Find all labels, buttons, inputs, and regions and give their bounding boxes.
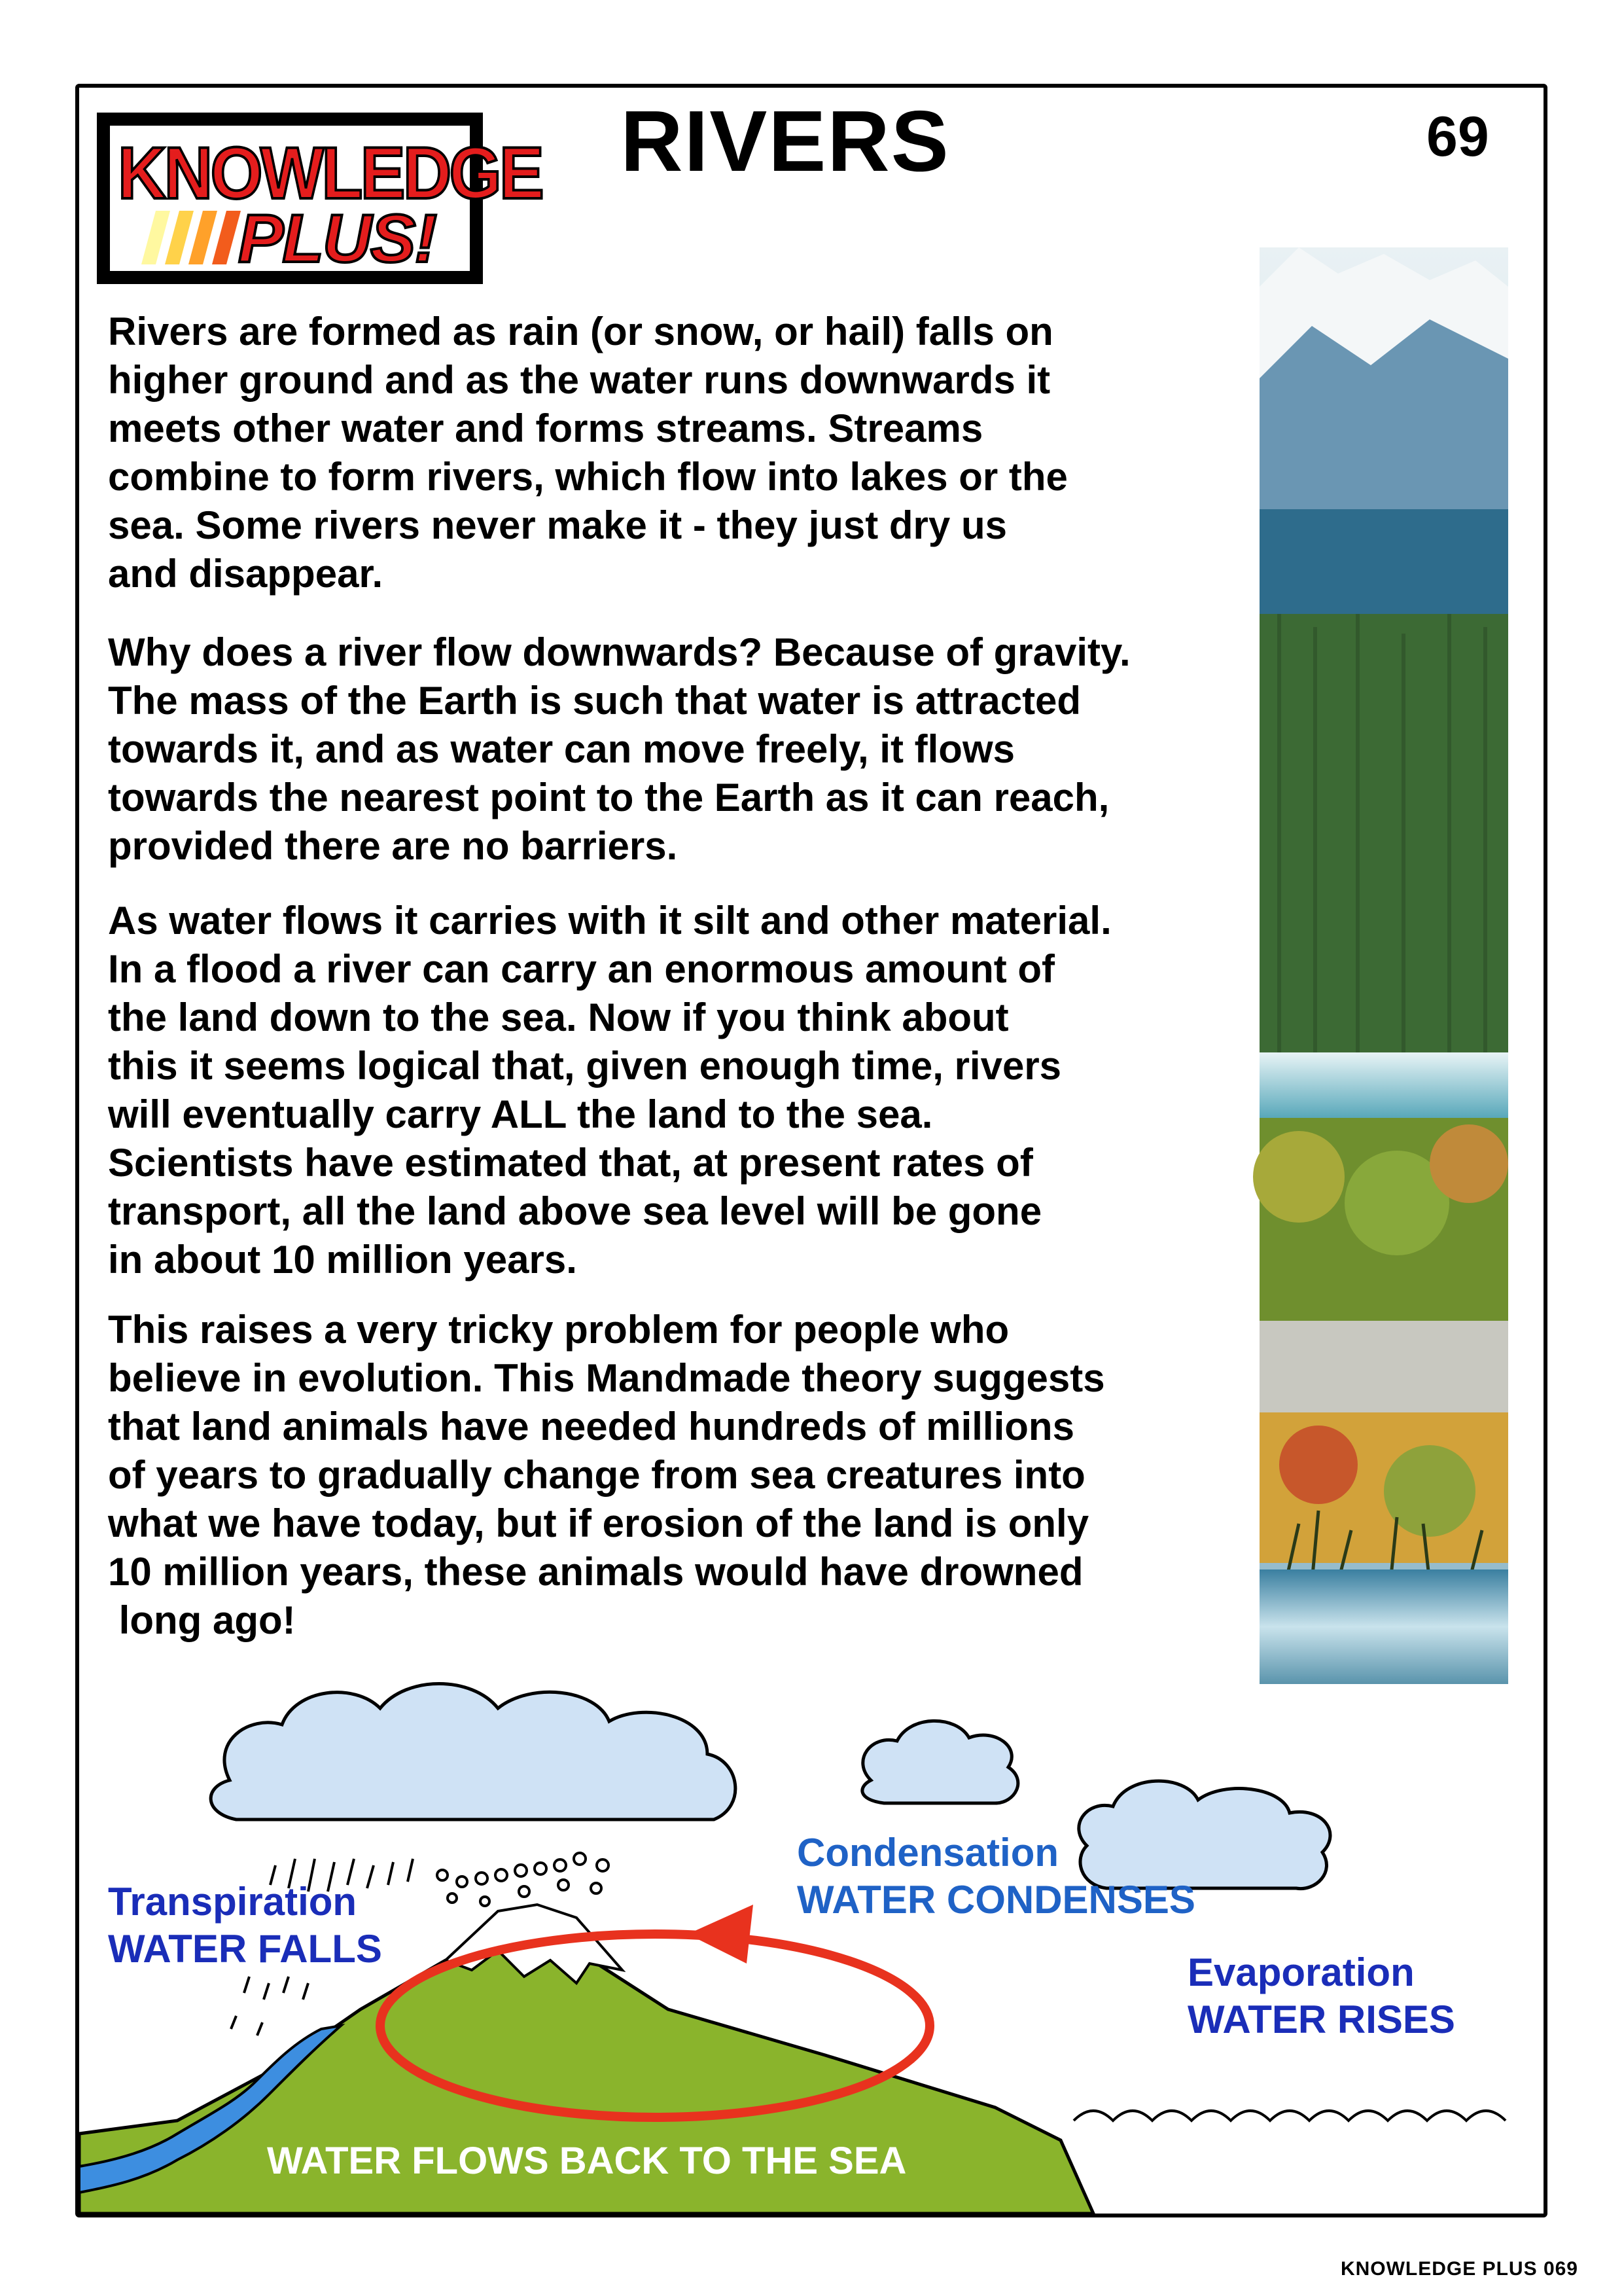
sea-waves <box>1074 2111 1506 2121</box>
text-line: of years to gradually change from sea creatures into <box>108 1453 1086 1497</box>
text-line: sea. Some rivers never make it - they just dry us <box>108 503 1007 547</box>
river-landscape-painting <box>1260 247 1508 1684</box>
cloud-large <box>211 1684 735 1820</box>
page-footer: KNOWLEDGE PLUS 069 <box>1340 2258 1578 2280</box>
logo-stripes-icon <box>141 211 246 264</box>
page-number: 69 <box>1426 105 1489 168</box>
text-line: and disappear. <box>108 552 383 596</box>
evaporation-label <box>1188 1949 1455 2043</box>
flow-caption: WATER FLOWS BACK TO THE SEA <box>267 2140 907 2182</box>
text-line: meets other water and forms streams. Streams <box>108 406 983 450</box>
text-line: believe in evolution. This Mandmade theory suggests <box>108 1356 1105 1400</box>
paragraph-formation <box>108 308 1246 598</box>
text-line: this it seems logical that, given enough time, rivers <box>108 1044 1062 1088</box>
text-line: 10 million years, these animals would have drowned <box>108 1550 1084 1594</box>
evaporation-name: Evaporation <box>1188 1950 1415 1994</box>
text-line: higher ground and as the water runs downwards it <box>108 358 1051 402</box>
condensation-name: Condensation <box>797 1831 1059 1874</box>
paragraph-gravity <box>108 628 1246 870</box>
text-line: As water flows it carries with it silt and other material. <box>108 899 1112 942</box>
condensation-label <box>797 1829 1195 1924</box>
text-line: Scientists have estimated that, at present rates of <box>108 1141 1033 1185</box>
page-title: RIVERS <box>620 93 950 189</box>
text-line: Why does a river flow downwards? Because of gravity. <box>108 630 1131 674</box>
text-line: Rivers are formed as rain (or snow, or hail) falls on <box>108 310 1053 353</box>
text-line: In a flood a river can carry an enormous amount of <box>108 947 1055 991</box>
text-line: long ago! <box>108 1598 296 1642</box>
text-line: towards it, and as water can move freely, it flows <box>108 727 1015 771</box>
cycle-arrowhead-icon <box>688 1905 753 1964</box>
logo-text-knowledge: KNOWLEDGE <box>118 132 542 214</box>
transpiration-label <box>108 1878 382 1973</box>
paragraph-evolution <box>108 1306 1246 1645</box>
transpiration-caption: WATER FALLS <box>108 1927 382 1971</box>
text-line: the land down to the sea. Now if you think about <box>108 996 1009 1039</box>
evaporation-caption: WATER RISES <box>1188 1998 1455 2041</box>
text-line: what we have today, but if erosion of the land is only <box>108 1501 1089 1545</box>
text-line: towards the nearest point to the Earth as it can reach, <box>108 776 1110 819</box>
text-line: The mass of the Earth is such that water is attracted <box>108 679 1082 723</box>
text-line: transport, all the land above sea level will be gone <box>108 1189 1042 1233</box>
text-line: combine to form rivers, which flow into lakes or the <box>108 455 1068 499</box>
text-line: will eventually carry ALL the land to the sea. <box>108 1092 933 1136</box>
text-line: in about 10 million years. <box>108 1238 577 1282</box>
text-line: This raises a very tricky problem for people who <box>108 1308 1010 1352</box>
condensation-caption: WATER CONDENSES <box>797 1878 1195 1922</box>
text-line: provided there are no barriers. <box>108 824 678 868</box>
text-line: that land animals have needed hundreds of millions <box>108 1405 1074 1448</box>
logo-panel <box>110 126 542 277</box>
condensation-bubbles-icon <box>437 1853 609 1906</box>
paragraph-erosion <box>108 897 1246 1284</box>
transpiration-name: Transpiration <box>108 1880 357 1924</box>
cloud-small <box>862 1721 1018 1803</box>
logo-text-plus: PLUS! <box>238 201 436 277</box>
knowledge-plus-logo <box>97 113 542 284</box>
